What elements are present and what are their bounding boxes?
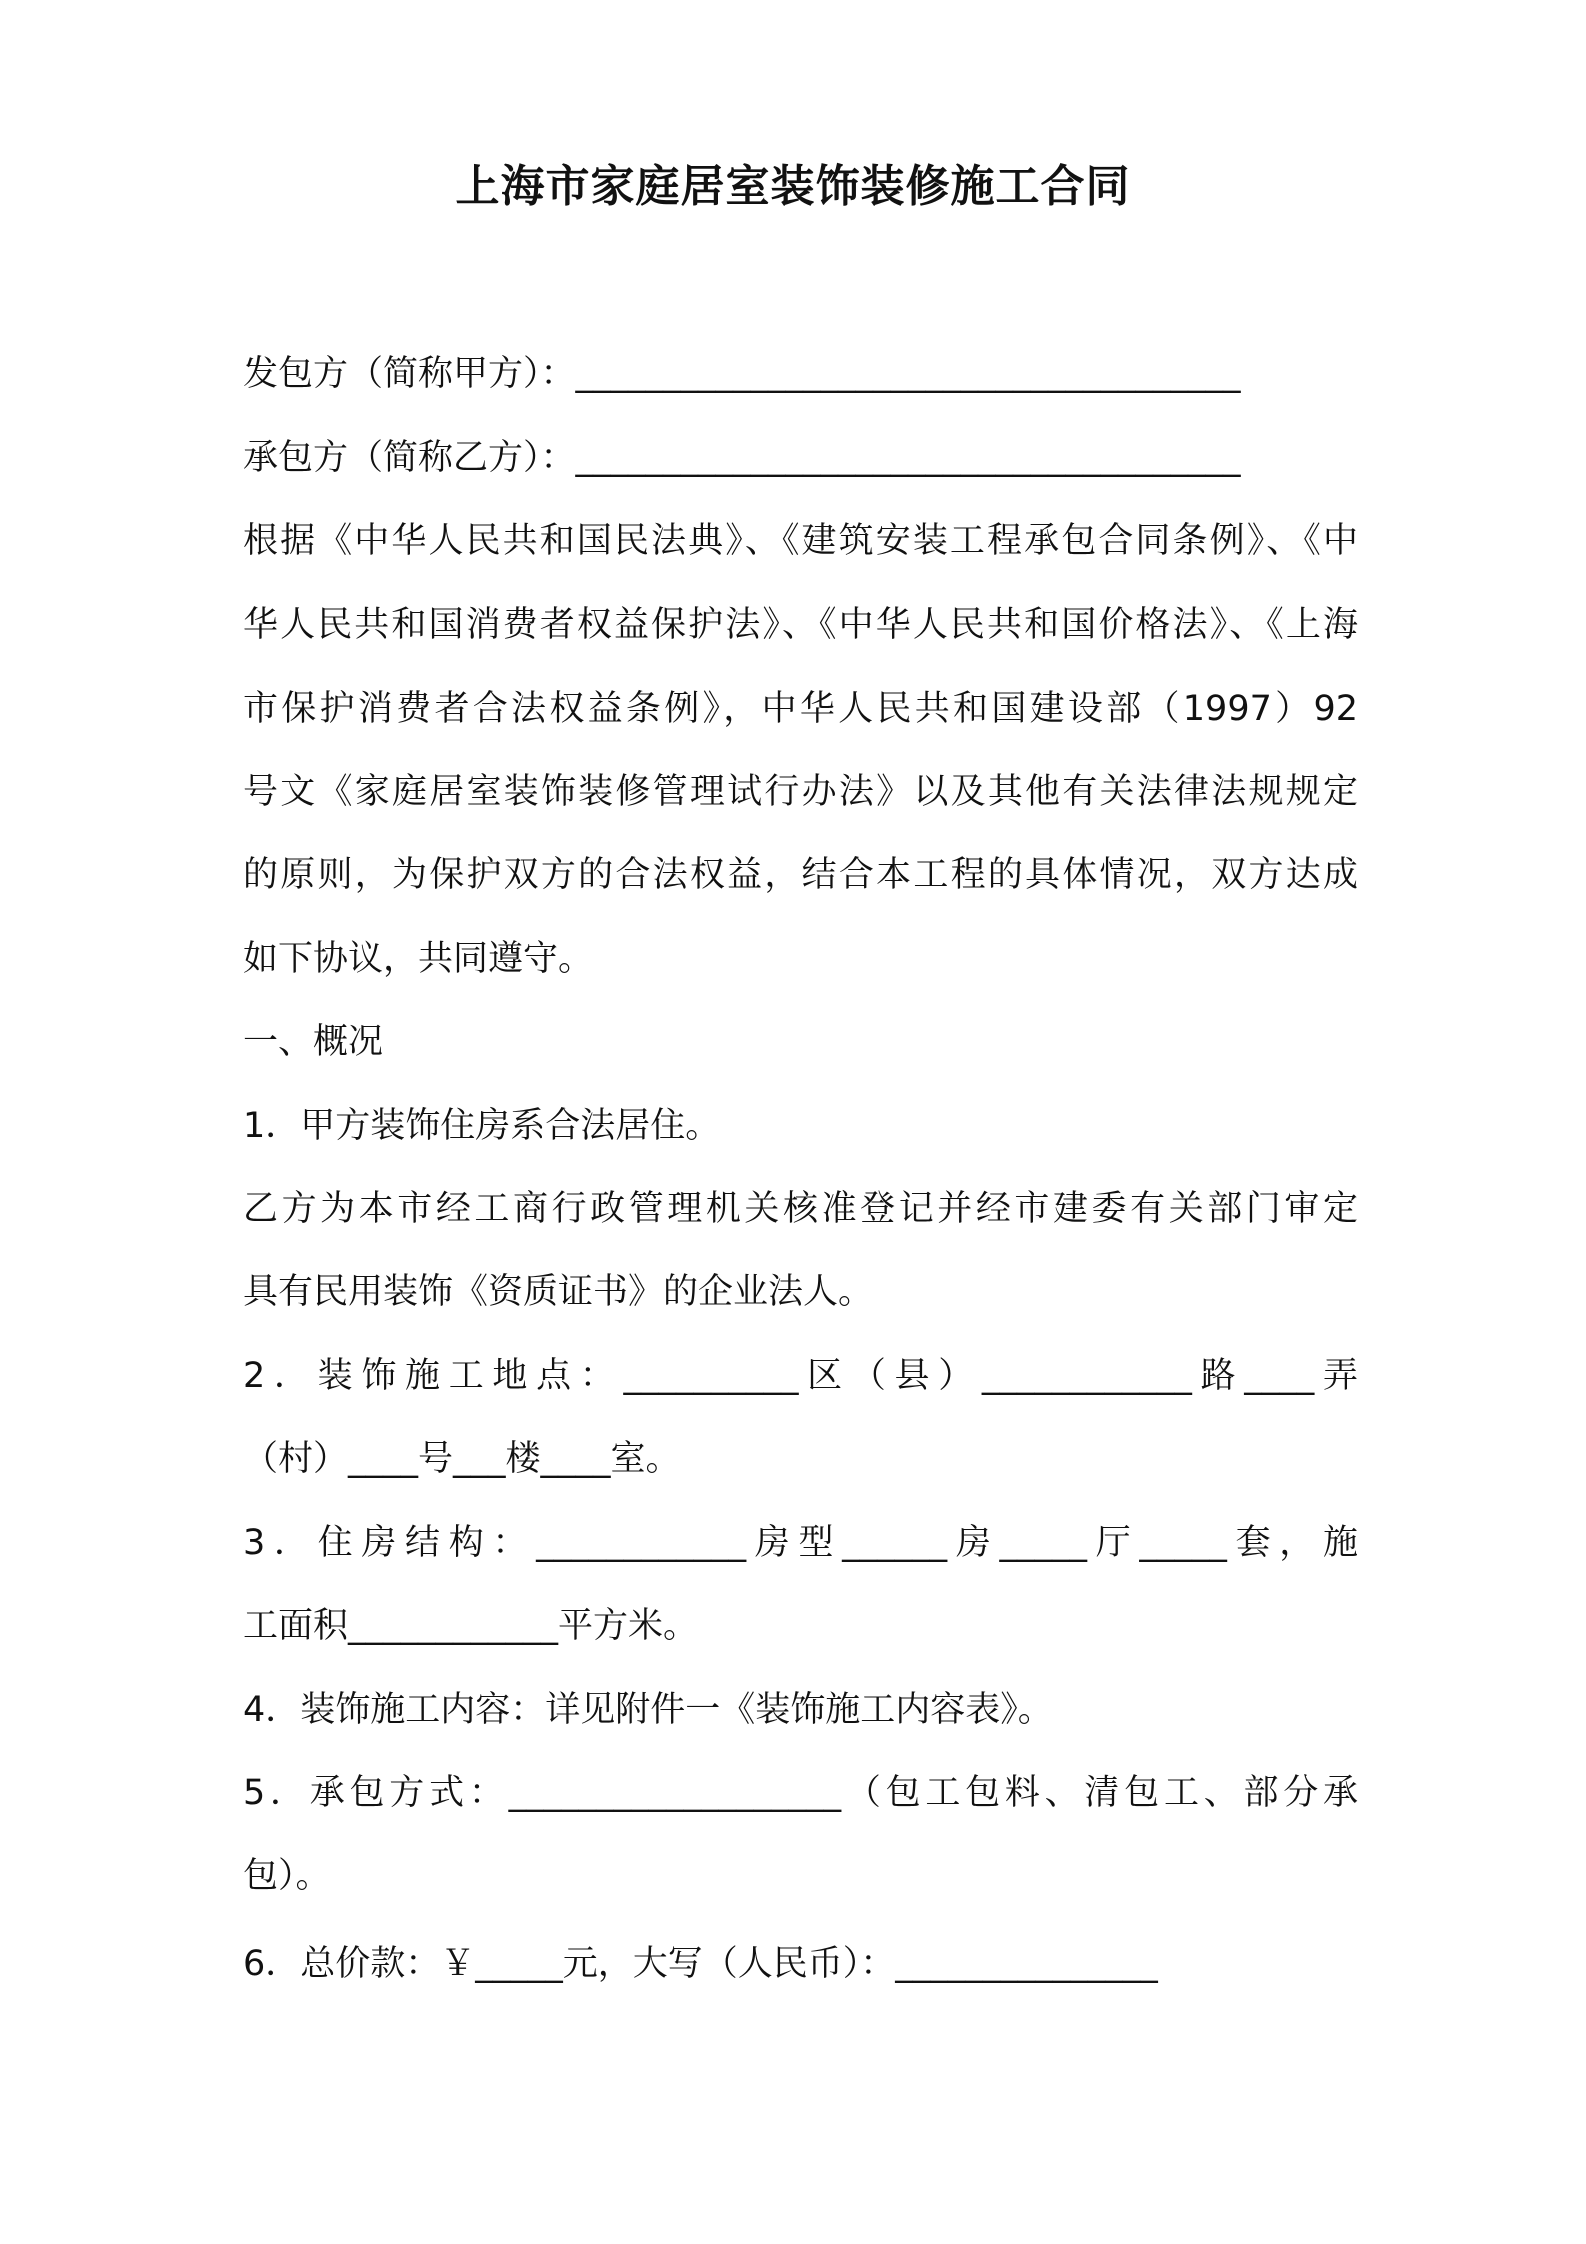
clause-4: 4．装饰施工内容：详见附件一《装饰施工内容表》。	[243, 1690, 1053, 1730]
section-heading-overview: 一、概况	[243, 1022, 384, 1062]
preamble-line-5: 的原则，为保护双方的合法权益，结合本工程的具体情况，双方达成	[243, 855, 1358, 895]
party-b-line: 承包方（简称乙方）：______________________________________	[243, 438, 1241, 478]
party-a-line: 发包方（简称甲方）：______________________________________	[243, 354, 1241, 394]
preamble-line-2: 华人民共和国消费者权益保护法》、《中华人民共和国价格法》、《上海	[243, 605, 1358, 645]
clause-5-line-2: 包）。	[243, 1856, 331, 1896]
clause-6: 6．总价款：￥_____元，大写（人民币）：_______________	[243, 1944, 1158, 1984]
clause-2-line-2: （村）____号___楼____室。	[243, 1439, 681, 1479]
document-title: 上海市家庭居室装饰装修施工合同	[455, 161, 1131, 212]
clause-5-line-1: 5．承包方式：___________________（包工包料、清包工、部分承	[243, 1773, 1358, 1813]
preamble-line-1: 根据《中华人民共和国民法典》、《建筑安装工程承包合同条例》、《中	[243, 521, 1358, 561]
preamble-line-4: 号文《家庭居室装饰装修管理试行办法》以及其他有关法律法规规定	[243, 772, 1358, 812]
preamble-line-6: 如下协议，共同遵守。	[243, 939, 594, 979]
preamble-line-3: 市保护消费者合法权益条例》，中华人民共和国建设部（1997）92	[243, 689, 1358, 729]
clause-2-line-1: 2．装饰施工地点：__________区（县）____________路____弄	[243, 1356, 1358, 1396]
clause-3-line-1: 3．住房结构：____________房型______房_____厅_____套，施	[243, 1523, 1358, 1563]
clause-1-party-b-line-1: 乙方为本市经工商行政管理机关核准登记并经市建委有关部门审定	[243, 1189, 1358, 1229]
clause-1-party-b-line-2: 具有民用装饰《资质证书》的企业法人。	[243, 1272, 874, 1312]
clause-3-line-2: 工面积____________平方米。	[243, 1606, 699, 1646]
clause-1: 1．甲方装饰住房系合法居住。	[243, 1106, 721, 1146]
